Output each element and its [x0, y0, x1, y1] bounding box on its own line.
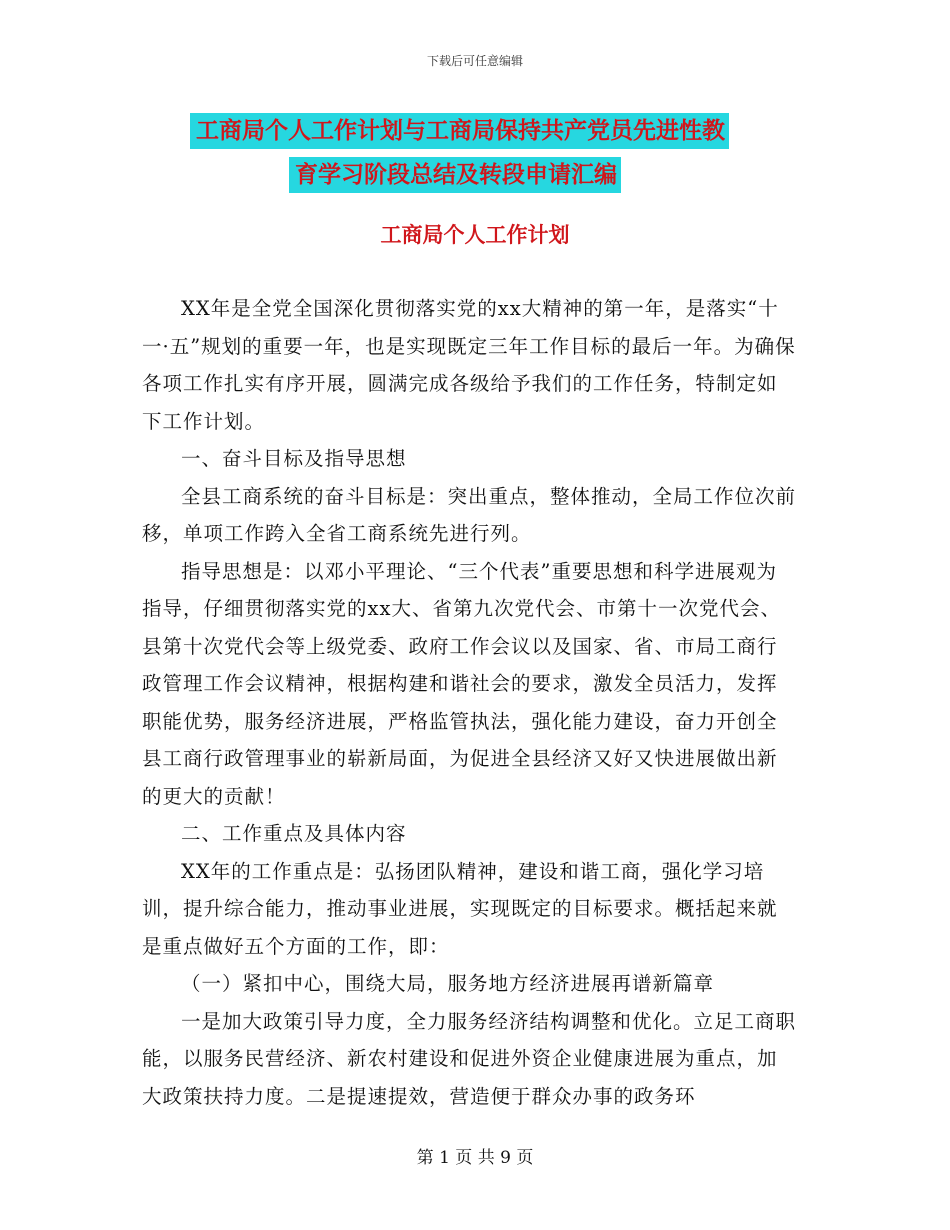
paragraph: （一）紧扣中心，围绕大局，服务地方经济进展再谱新篇章: [181, 972, 715, 995]
page-header-note: 下载后可任意编辑: [426, 54, 523, 68]
paragraph: 全县工商系统的奋斗目标是：突出重点，整体推动，全局工作位次前移，单项工作跨入全省工商系统先进行列。: [142, 484, 797, 545]
page-number-footer: 第 1 页 共 9 页: [416, 1148, 534, 1168]
paragraph: 指导思想是：以邓小平理论、“三个代表”重要思想和科学进展观为指导，仔细贯彻落实党的xx大、省第九次党代会、市第十一次党代会、县第十次党代会等上级党委、政府工作会议以及国家、省、市局工商行政管理工作会议精神，根据构建和谐社会的要求，激发全员活力，发挥职能优势，服务经济进展，严格监管执法，强化能力建设，奋力开创全县工商行政管理事业的崭新局面，为促进全县经济又好又快进展做出新的更大的贡献！: [142, 559, 781, 808]
paragraph: 二、工作重点及具体内容: [181, 822, 407, 845]
document-title-line-1: 工商局个人工作计划与工商局保持共产党员先进性教: [190, 113, 810, 149]
paragraph: XX年是全党全国深化贯彻落实党的xx大精神的第一年，是落实“十一·五”规划的重要一年，也是实现既定三年工作目标的最后一年。为确保各项工作扎实有序开展，圆满完成各级给予我们的工作任务，特制定如下工作计划。: [142, 297, 796, 433]
paragraph: 一、奋斗目标及指导思想: [181, 447, 407, 470]
paragraph: XX年的工作重点是：弘扬团队精神，建设和谐工商，强化学习培训，提升综合能力，推动事业进展，实现既定的目标要求。概括起来就是重点做好五个方面的工作，即：: [142, 859, 778, 958]
paragraph: 一是加大政策引导力度，全力服务经济结构调整和优化。立足工商职能，以服务民营经济、新农村建设和促进外资企业健康进展为重点，加大政策扶持力度。二是提速提效，营造便于群众办事的政务环: [142, 1009, 797, 1108]
section-title: 工商局个人工作计划: [380, 222, 570, 247]
document-title-line-2: 育学习阶段总结及转段申请汇编: [289, 157, 669, 193]
body-text: [142, 290, 796, 1115]
